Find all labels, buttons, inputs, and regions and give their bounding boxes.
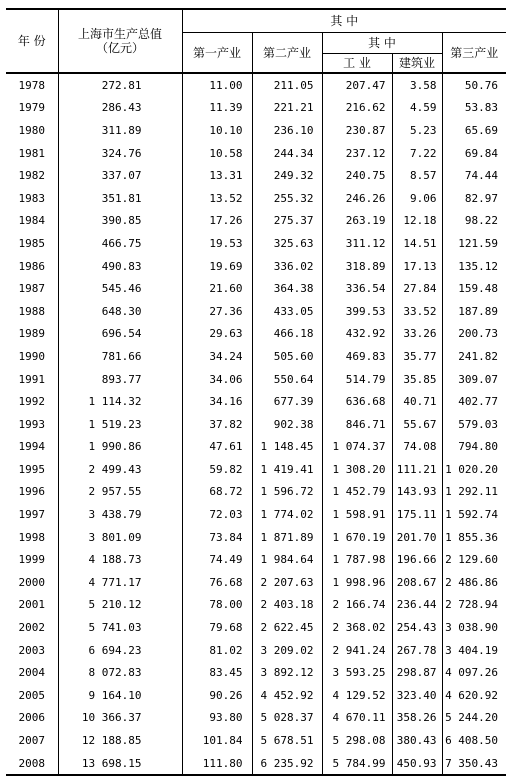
tertiary-cell: 6 408.50 <box>445 734 499 748</box>
gdp-cell: 545.46 <box>58 277 182 300</box>
gdp-cell: 10 366.37 <box>58 707 182 730</box>
gdp-cell: 286.43 <box>58 97 182 120</box>
table-row <box>6 73 506 97</box>
construction-cell: 35.85 <box>392 368 442 391</box>
gdp-statistics-table <box>6 8 506 776</box>
industry-cell: 432.92 <box>322 323 392 346</box>
gdp-header-line1: 上海市生产总值 <box>77 27 162 41</box>
secondary-cell: 550.64 <box>252 368 322 391</box>
gdp-column-header <box>58 9 182 73</box>
construction-cell: 33.26 <box>392 323 442 346</box>
industry-cell: 311.12 <box>322 232 392 255</box>
primary-industry-header: 第一产业 <box>182 33 252 74</box>
tertiary-cell: 187.89 <box>458 304 499 318</box>
secondary-cell: 1 984.64 <box>252 548 322 571</box>
gdp-cell: 2 499.43 <box>58 458 182 481</box>
industry-cell: 230.87 <box>322 119 392 142</box>
construction-cell: 323.40 <box>392 684 442 707</box>
year-cell: 1978 <box>6 73 58 97</box>
year-cell: 1994 <box>6 436 58 459</box>
table-row <box>6 390 506 413</box>
primary-cell: 37.82 <box>182 413 252 436</box>
secondary-cell: 244.34 <box>252 142 322 165</box>
gdp-cell: 8 072.83 <box>58 661 182 684</box>
year-cell: 1990 <box>6 345 58 368</box>
gdp-header-line2: （亿元） <box>95 41 144 55</box>
primary-cell: 76.68 <box>182 571 252 594</box>
table-row <box>6 97 506 120</box>
construction-cell: 40.71 <box>392 390 442 413</box>
primary-cell: 17.26 <box>182 210 252 233</box>
gdp-cell: 13 698.15 <box>58 752 182 776</box>
industry-cell: 1 670.19 <box>322 526 392 549</box>
tertiary-industry-header: 第三产业 <box>442 33 506 74</box>
construction-cell: 35.77 <box>392 345 442 368</box>
construction-cell: 27.84 <box>392 277 442 300</box>
table-row <box>6 548 506 571</box>
primary-cell: 72.03 <box>182 503 252 526</box>
gdp-cell: 490.83 <box>58 255 182 278</box>
industry-cell: 1 074.37 <box>322 436 392 459</box>
secondary-cell: 677.39 <box>252 390 322 413</box>
industry-cell: 5 298.08 <box>322 729 392 752</box>
primary-cell: 29.63 <box>182 323 252 346</box>
primary-cell: 10.58 <box>182 142 252 165</box>
table-body <box>6 73 506 775</box>
gdp-cell: 6 694.23 <box>58 639 182 662</box>
secondary-cell: 236.10 <box>252 119 322 142</box>
table-row <box>6 277 506 300</box>
industry-cell: 636.68 <box>322 390 392 413</box>
secondary-subgroup-header: 其 中 <box>322 33 442 54</box>
gdp-cell: 1 114.32 <box>58 390 182 413</box>
year-cell: 2004 <box>6 661 58 684</box>
table-row <box>6 323 506 346</box>
industry-cell: 216.62 <box>322 97 392 120</box>
secondary-cell: 6 235.92 <box>252 752 322 776</box>
construction-cell: 196.66 <box>392 548 442 571</box>
industry-cell: 4 129.52 <box>322 684 392 707</box>
year-cell: 1995 <box>6 458 58 481</box>
gdp-cell: 5 210.12 <box>58 594 182 617</box>
secondary-cell: 3 209.02 <box>252 639 322 662</box>
tertiary-cell: 2 129.60 <box>445 553 499 567</box>
primary-cell: 90.26 <box>182 684 252 707</box>
table-row <box>6 594 506 617</box>
primary-cell: 13.52 <box>182 187 252 210</box>
year-cell: 2006 <box>6 707 58 730</box>
industry-cell: 399.53 <box>322 300 392 323</box>
secondary-cell: 2 403.18 <box>252 594 322 617</box>
table-row <box>6 345 506 368</box>
secondary-cell: 1 419.41 <box>252 458 322 481</box>
gdp-cell: 311.89 <box>58 119 182 142</box>
table-row <box>6 119 506 142</box>
gdp-cell: 648.30 <box>58 300 182 323</box>
year-cell: 2002 <box>6 616 58 639</box>
tertiary-cell: 53.83 <box>464 101 499 115</box>
tertiary-cell: 82.97 <box>464 191 499 205</box>
secondary-cell: 4 452.92 <box>252 684 322 707</box>
gdp-cell: 12 188.85 <box>58 729 182 752</box>
table-row <box>6 481 506 504</box>
year-cell: 2005 <box>6 684 58 707</box>
gdp-cell: 3 438.79 <box>58 503 182 526</box>
secondary-cell: 249.32 <box>252 164 322 187</box>
secondary-cell: 364.38 <box>252 277 322 300</box>
tertiary-cell: 74.44 <box>464 169 499 183</box>
tertiary-cell: 98.22 <box>464 214 499 228</box>
year-cell: 2003 <box>6 639 58 662</box>
secondary-cell: 255.32 <box>252 187 322 210</box>
year-cell: 1987 <box>6 277 58 300</box>
table-header <box>6 9 506 73</box>
construction-cell: 3.58 <box>392 73 442 97</box>
table-row <box>6 752 506 776</box>
table-row <box>6 616 506 639</box>
gdp-cell: 3 801.09 <box>58 526 182 549</box>
gdp-cell: 390.85 <box>58 210 182 233</box>
year-cell: 2000 <box>6 571 58 594</box>
tertiary-cell: 4 620.92 <box>445 688 499 702</box>
industry-cell: 263.19 <box>322 210 392 233</box>
table-row <box>6 142 506 165</box>
tertiary-cell: 121.59 <box>458 236 499 250</box>
year-cell: 1979 <box>6 97 58 120</box>
year-cell: 1998 <box>6 526 58 549</box>
year-cell: 1993 <box>6 413 58 436</box>
construction-cell: 74.08 <box>392 436 442 459</box>
secondary-cell: 221.21 <box>252 97 322 120</box>
table-row <box>6 503 506 526</box>
secondary-cell: 433.05 <box>252 300 322 323</box>
gdp-cell: 696.54 <box>58 323 182 346</box>
tertiary-cell: 200.73 <box>458 327 499 341</box>
gdp-statistics-table-container <box>6 8 506 776</box>
tertiary-cell: 1 592.74 <box>445 508 499 522</box>
year-cell: 1999 <box>6 548 58 571</box>
primary-cell: 81.02 <box>182 639 252 662</box>
primary-cell: 27.36 <box>182 300 252 323</box>
primary-cell: 93.80 <box>182 707 252 730</box>
industry-cell: 5 784.99 <box>322 752 392 776</box>
primary-cell: 19.53 <box>182 232 252 255</box>
construction-cell: 267.78 <box>392 639 442 662</box>
year-cell: 1981 <box>6 142 58 165</box>
gdp-cell: 4 188.73 <box>58 548 182 571</box>
construction-cell: 201.70 <box>392 526 442 549</box>
primary-cell: 78.00 <box>182 594 252 617</box>
construction-cell: 17.13 <box>392 255 442 278</box>
year-cell: 1980 <box>6 119 58 142</box>
year-cell: 1996 <box>6 481 58 504</box>
table-row <box>6 436 506 459</box>
industry-cell: 1 787.98 <box>322 548 392 571</box>
construction-cell: 175.11 <box>392 503 442 526</box>
construction-cell: 236.44 <box>392 594 442 617</box>
year-cell: 2001 <box>6 594 58 617</box>
table-row <box>6 413 506 436</box>
primary-cell: 11.39 <box>182 97 252 120</box>
table-row <box>6 684 506 707</box>
primary-cell: 74.49 <box>182 548 252 571</box>
tertiary-cell: 2 728.94 <box>445 598 499 612</box>
industry-cell: 846.71 <box>322 413 392 436</box>
construction-cell: 55.67 <box>392 413 442 436</box>
construction-cell: 254.43 <box>392 616 442 639</box>
industry-cell: 336.54 <box>322 277 392 300</box>
tertiary-cell: 1 855.36 <box>445 530 499 544</box>
gdp-cell: 4 771.17 <box>58 571 182 594</box>
gdp-cell: 2 957.55 <box>58 481 182 504</box>
secondary-cell: 3 892.12 <box>252 661 322 684</box>
primary-cell: 11.00 <box>182 73 252 97</box>
year-cell: 1985 <box>6 232 58 255</box>
primary-cell: 101.84 <box>182 729 252 752</box>
year-cell: 1982 <box>6 164 58 187</box>
table-row <box>6 232 506 255</box>
industry-header: 工 业 <box>322 54 392 74</box>
industry-cell: 240.75 <box>322 164 392 187</box>
of-which-group-header: 其 中 <box>182 9 506 33</box>
gdp-cell: 351.81 <box>58 187 182 210</box>
gdp-cell: 781.66 <box>58 345 182 368</box>
secondary-cell: 336.02 <box>252 255 322 278</box>
gdp-cell: 466.75 <box>58 232 182 255</box>
tertiary-cell: 159.48 <box>458 282 499 296</box>
industry-cell: 1 998.96 <box>322 571 392 594</box>
primary-cell: 34.16 <box>182 390 252 413</box>
tertiary-cell: 69.84 <box>464 146 499 160</box>
secondary-cell: 1 774.02 <box>252 503 322 526</box>
gdp-cell: 337.07 <box>58 164 182 187</box>
year-cell: 1991 <box>6 368 58 391</box>
table-row <box>6 255 506 278</box>
secondary-cell: 325.63 <box>252 232 322 255</box>
construction-cell: 450.93 <box>392 752 442 776</box>
industry-cell: 2 166.74 <box>322 594 392 617</box>
construction-cell: 33.52 <box>392 300 442 323</box>
tertiary-cell: 1 020.20 <box>445 462 499 476</box>
tertiary-cell: 579.03 <box>458 417 499 431</box>
tertiary-cell: 135.12 <box>458 259 499 273</box>
secondary-cell: 902.38 <box>252 413 322 436</box>
primary-cell: 68.72 <box>182 481 252 504</box>
year-cell: 1992 <box>6 390 58 413</box>
industry-cell: 469.83 <box>322 345 392 368</box>
secondary-cell: 211.05 <box>252 73 322 97</box>
primary-cell: 79.68 <box>182 616 252 639</box>
year-cell: 2008 <box>6 752 58 776</box>
primary-cell: 21.60 <box>182 277 252 300</box>
year-cell: 1989 <box>6 323 58 346</box>
table-row <box>6 526 506 549</box>
construction-cell: 208.67 <box>392 571 442 594</box>
table-row <box>6 729 506 752</box>
year-column-header: 年 份 <box>6 9 58 73</box>
industry-cell: 4 670.11 <box>322 707 392 730</box>
construction-cell: 14.51 <box>392 232 442 255</box>
secondary-industry-header: 第二产业 <box>252 33 322 74</box>
primary-cell: 73.84 <box>182 526 252 549</box>
table-row <box>6 458 506 481</box>
primary-cell: 59.82 <box>182 458 252 481</box>
primary-cell: 10.10 <box>182 119 252 142</box>
construction-cell: 358.26 <box>392 707 442 730</box>
table-row <box>6 571 506 594</box>
industry-cell: 207.47 <box>322 73 392 97</box>
primary-cell: 34.24 <box>182 345 252 368</box>
industry-cell: 1 598.91 <box>322 503 392 526</box>
year-cell: 2007 <box>6 729 58 752</box>
construction-cell: 9.06 <box>392 187 442 210</box>
secondary-cell: 5 678.51 <box>252 729 322 752</box>
table-row <box>6 300 506 323</box>
tertiary-cell: 402.77 <box>458 395 499 409</box>
table-row <box>6 210 506 233</box>
tertiary-cell: 3 038.90 <box>445 621 499 635</box>
tertiary-cell: 794.80 <box>458 440 499 454</box>
year-cell: 1988 <box>6 300 58 323</box>
construction-cell: 143.93 <box>392 481 442 504</box>
primary-cell: 19.69 <box>182 255 252 278</box>
year-cell: 1984 <box>6 210 58 233</box>
year-cell: 1983 <box>6 187 58 210</box>
tertiary-cell: 65.69 <box>464 123 499 137</box>
industry-cell: 2 368.02 <box>322 616 392 639</box>
gdp-cell: 324.76 <box>58 142 182 165</box>
secondary-cell: 2 622.45 <box>252 616 322 639</box>
secondary-cell: 1 871.89 <box>252 526 322 549</box>
construction-cell: 8.57 <box>392 164 442 187</box>
construction-header: 建筑业 <box>392 54 442 74</box>
table-row <box>6 368 506 391</box>
tertiary-cell: 1 292.11 <box>445 485 499 499</box>
tertiary-cell: 4 097.26 <box>445 666 499 680</box>
year-cell: 1986 <box>6 255 58 278</box>
secondary-cell: 2 207.63 <box>252 571 322 594</box>
industry-cell: 1 452.79 <box>322 481 392 504</box>
table-row <box>6 164 506 187</box>
secondary-cell: 1 148.45 <box>252 436 322 459</box>
construction-cell: 4.59 <box>392 97 442 120</box>
gdp-cell: 9 164.10 <box>58 684 182 707</box>
industry-cell: 3 593.25 <box>322 661 392 684</box>
construction-cell: 298.87 <box>392 661 442 684</box>
primary-cell: 83.45 <box>182 661 252 684</box>
construction-cell: 7.22 <box>392 142 442 165</box>
tertiary-cell: 309.07 <box>458 372 499 386</box>
gdp-cell: 1 990.86 <box>58 436 182 459</box>
construction-cell: 5.23 <box>392 119 442 142</box>
construction-cell: 380.43 <box>392 729 442 752</box>
construction-cell: 12.18 <box>392 210 442 233</box>
tertiary-cell: 241.82 <box>458 349 499 363</box>
secondary-cell: 5 028.37 <box>252 707 322 730</box>
secondary-cell: 505.60 <box>252 345 322 368</box>
gdp-cell: 1 519.23 <box>58 413 182 436</box>
table-row <box>6 661 506 684</box>
tertiary-cell: 5 244.20 <box>445 711 499 725</box>
primary-cell: 34.06 <box>182 368 252 391</box>
table-row <box>6 187 506 210</box>
tertiary-cell: 3 404.19 <box>445 643 499 657</box>
tertiary-cell: 50.76 <box>464 78 499 92</box>
construction-cell: 111.21 <box>392 458 442 481</box>
gdp-cell: 893.77 <box>58 368 182 391</box>
secondary-cell: 466.18 <box>252 323 322 346</box>
primary-cell: 47.61 <box>182 436 252 459</box>
tertiary-cell: 2 486.86 <box>445 575 499 589</box>
gdp-cell: 272.81 <box>58 73 182 97</box>
secondary-cell: 275.37 <box>252 210 322 233</box>
industry-cell: 2 941.24 <box>322 639 392 662</box>
industry-cell: 246.26 <box>322 187 392 210</box>
primary-cell: 13.31 <box>182 164 252 187</box>
table-row <box>6 707 506 730</box>
industry-cell: 1 308.20 <box>322 458 392 481</box>
secondary-cell: 1 596.72 <box>252 481 322 504</box>
industry-cell: 514.79 <box>322 368 392 391</box>
year-cell: 1997 <box>6 503 58 526</box>
tertiary-cell: 7 350.43 <box>442 752 506 776</box>
gdp-cell: 5 741.03 <box>58 616 182 639</box>
industry-cell: 318.89 <box>322 255 392 278</box>
primary-cell: 111.80 <box>182 752 252 776</box>
table-row <box>6 639 506 662</box>
industry-cell: 237.12 <box>322 142 392 165</box>
